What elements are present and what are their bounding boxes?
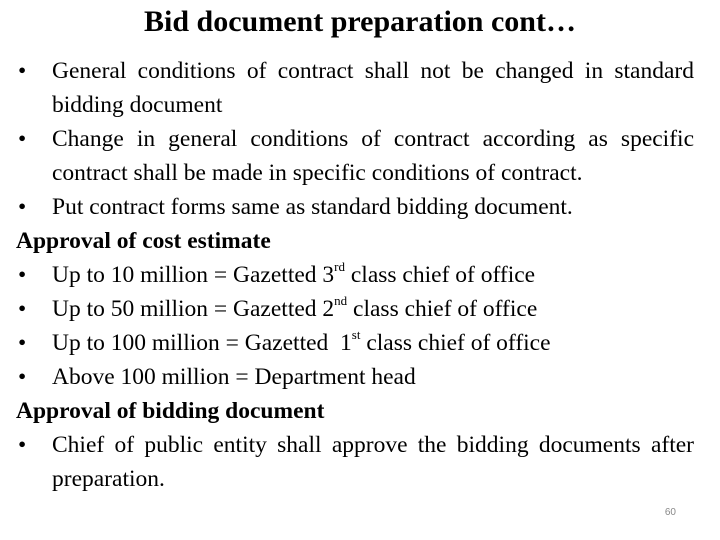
bullet: • — [18, 194, 27, 220]
bullet: • — [18, 432, 27, 458]
bullet: • — [18, 262, 27, 288]
section-heading-bidding-document: Approval of bidding document — [16, 398, 325, 424]
section-heading-cost-estimate: Approval of cost estimate — [16, 228, 271, 254]
bullet: • — [18, 126, 27, 152]
list-item-text: Up to 100 million = Gazetted 1st class chief of office — [52, 327, 551, 356]
page-number: 60 — [664, 507, 676, 518]
list-item-text: Up to 50 million = Gazetted 2nd class chief of office — [52, 293, 538, 322]
list-item — [16, 258, 694, 292]
list-item-text: Above 100 million = Department head — [52, 364, 416, 390]
list-item-text: General conditions of contract shall not be changed in standard bidding document — [52, 58, 694, 118]
list-item — [16, 326, 694, 360]
superscript: st — [351, 327, 361, 343]
list-item-text: Change in general conditions of contract according as specific contract shall be made in specific conditions of contract. — [52, 126, 694, 186]
list-item — [16, 360, 694, 394]
list-item — [16, 428, 694, 496]
list-item-text: Put contract forms same as standard bidding document. — [52, 194, 573, 220]
bullet: • — [18, 330, 27, 356]
superscript: rd — [334, 259, 345, 275]
list-item — [16, 292, 694, 326]
slide-body — [16, 54, 694, 496]
list-item — [16, 122, 694, 190]
bullet: • — [18, 58, 27, 84]
bullet: • — [18, 296, 27, 322]
bullet: • — [18, 364, 27, 390]
list-item-text: Up to 10 million = Gazetted 3rd class chief of office — [52, 259, 536, 288]
superscript: nd — [334, 293, 348, 309]
list-item — [16, 54, 694, 122]
slide-title: Bid document preparation cont… — [144, 5, 576, 38]
list-item — [16, 190, 694, 224]
list-item-text: Chief of public entity shall approve the bidding documents after preparation. — [52, 432, 694, 492]
